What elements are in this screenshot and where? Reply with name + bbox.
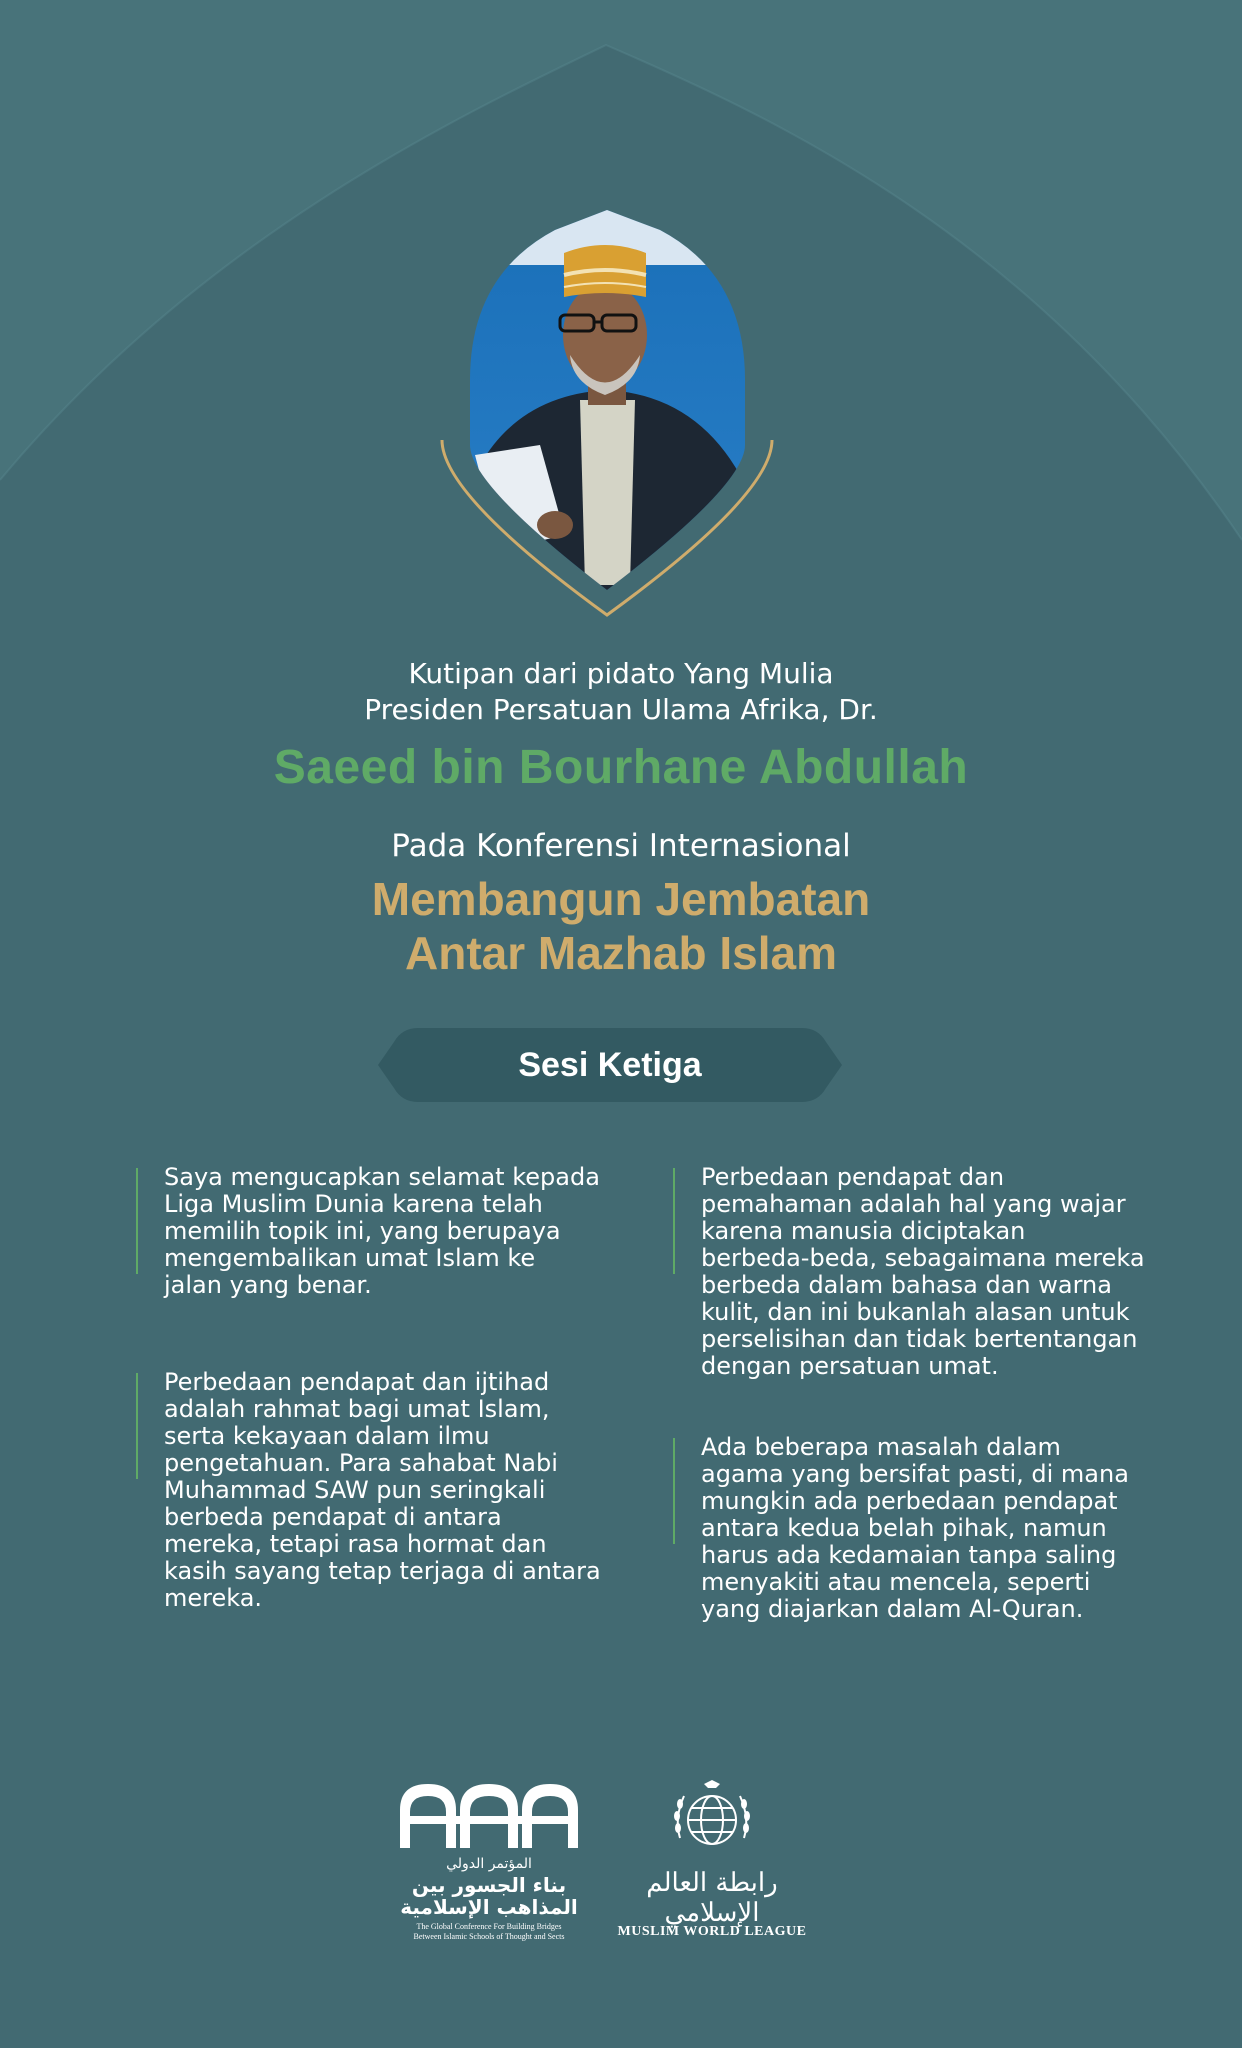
footer-logos [0, 1780, 1242, 1950]
bridges-conference-logo [398, 1780, 580, 1950]
bridges-arabic-title: بناء الجسور بين المذاهب الإسلامية [400, 1873, 578, 1919]
quote-block-2: Perbedaan pendapat dan ijtihad adalah rahmat bagi umat Islam, serta kekayaan dalam ilmu pengetahuan. Para sahabat Nabi Muhammad SAW pun seringkali berbeda pendapat di antara mereka, tetapi rasa hormat dan kasih sayang tetap terjaga di antara mereka. [164, 1369, 604, 1612]
conference-title [0, 872, 1242, 980]
speaker-portrait [440, 205, 775, 625]
bridges-english-name: The Global Conference For Building Bridges Between Islamic Schools of Thought and Sects [413, 1922, 565, 1941]
quote-block-1: Saya mengucapkan selamat kepada Liga Muslim Dunia karena telah memilih topik ini, yang berupaya mengembalikan umat Islam ke jalan yang benar. [164, 1164, 604, 1299]
conference-title-line-1: Membangun Jembatan [371, 873, 871, 925]
quote-accent-bar [136, 1373, 138, 1479]
quote-accent-bar [673, 1438, 675, 1544]
conference-title-line-2: Antar Mazhab Islam [405, 927, 837, 979]
quote-block-3: Perbedaan pendapat dan pemahaman adalah hal yang wajar karena manusia diciptakan berbeda-beda, sebagaimana mereka berbeda dalam bahasa dan warna kulit, dan ini bukanlah alasan untuk perselisihan dan tidak bertentangan dengan persatuan umat. [701, 1164, 1161, 1380]
speaker-name: Saeed bin Bourhane Abdullah [273, 741, 969, 794]
conference-label: Pada Konferensi Internasional [391, 828, 851, 864]
mwl-arabic-name: رابطة العالم الإسلامي [646, 1868, 778, 1928]
bridge-arches-icon [398, 1780, 580, 1850]
session-badge [378, 1028, 842, 1102]
quote-accent-bar [673, 1168, 675, 1274]
mwl-english-name: MUSLIM WORLD LEAGUE [617, 1924, 807, 1939]
globe-emblem-icon [612, 1780, 812, 1860]
session-label: Sesi Ketiga [518, 1045, 702, 1084]
intro-line-1: Kutipan dari pidato Yang Mulia [408, 657, 834, 690]
muslim-world-league-logo [612, 1780, 812, 1950]
bridges-arabic-line-1: المؤتمر الدولي [446, 1856, 532, 1872]
intro-line-2: Presiden Persatuan Ulama Afrika, Dr. [364, 693, 878, 726]
quote-accent-bar [136, 1168, 138, 1274]
quote-block-4: Ada beberapa masalah dalam agama yang bersifat pasti, di mana mungkin ada perbedaan pendapat antara kedua belah pihak, namun harus ada kedamaian tanpa saling menyakiti atau mencela, seperti yang diajarkan dalam Al-Quran. [701, 1434, 1161, 1623]
